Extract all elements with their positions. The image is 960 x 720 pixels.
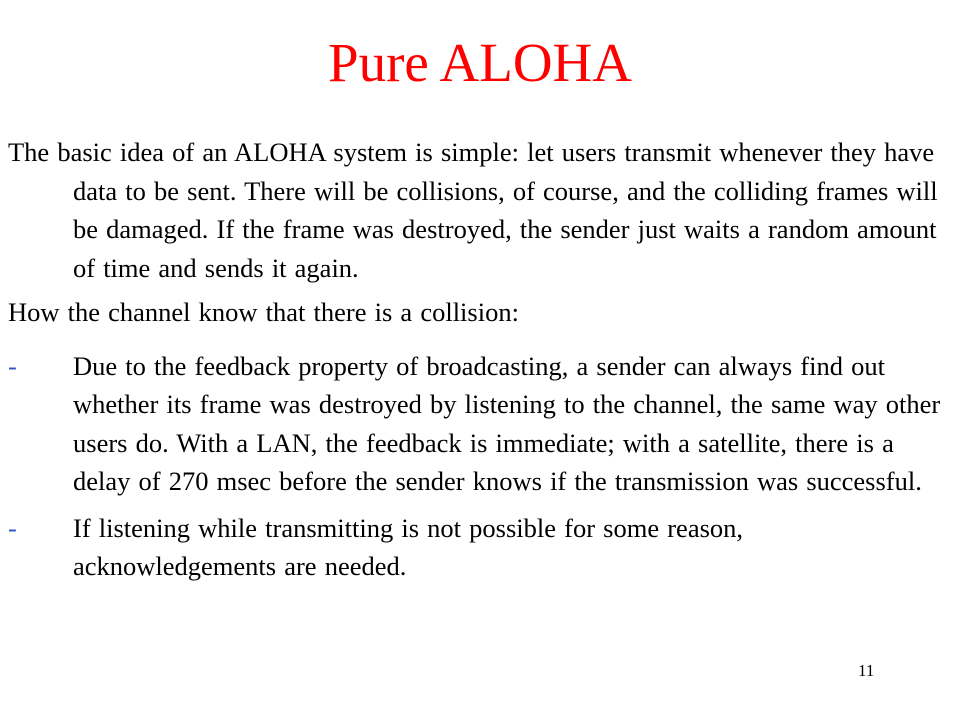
collision-question-paragraph: How the channel know that there is a collision: <box>8 297 519 327</box>
dash-bullet-icon: - <box>8 512 17 543</box>
bullet-text: If listening while transmitting is not possible for some reason, acknowledgements are needed. <box>73 512 744 581</box>
bullet-item-feedback <box>8 347 953 501</box>
intro-paragraph: The basic idea of an ALOHA system is simple: let users transmit whenever they have data to be sent. There will be collisions, of course, and the colliding frames will be damaged. If the frame was destroyed, the sender just waits a random amount of time and sends it again. <box>8 137 938 283</box>
bullet-text: Due to the feedback property of broadcasting, a sender can always find out whether its frame was destroyed by listening to the channel, the same way other users do. With a LAN, the feedback is immediate; with a satellite, there is a delay of 270 msec before the sender knows if the transmission was successful. <box>73 350 941 496</box>
slide-title: Pure ALOHA <box>327 32 632 93</box>
slide-body <box>8 133 953 594</box>
page-number: 11 <box>858 661 875 680</box>
dash-bullet-icon: - <box>8 350 17 381</box>
bullet-item-acknowledgements <box>8 509 953 586</box>
